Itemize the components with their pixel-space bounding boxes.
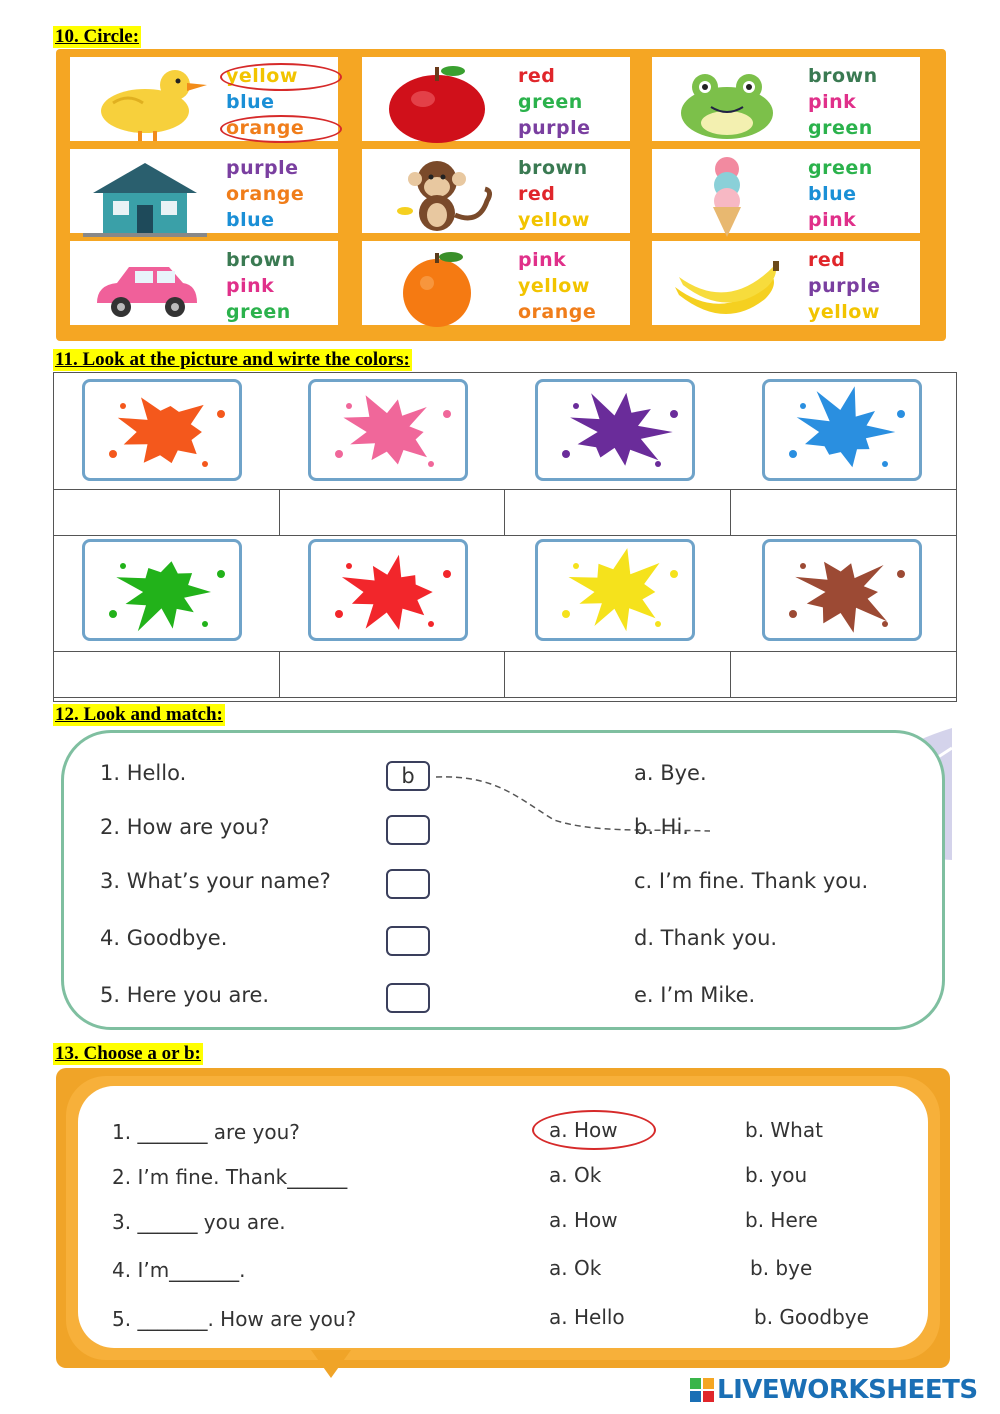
match-answer-box[interactable] — [386, 983, 430, 1013]
match-response: e. I’m Mike. — [634, 983, 756, 1007]
color-word-list — [226, 155, 304, 233]
paint-splat-picture — [535, 539, 695, 641]
color-word-option[interactable]: purple — [808, 275, 881, 297]
paint-splat-icon — [319, 384, 463, 480]
answer-input-cell[interactable] — [505, 489, 731, 535]
color-word-list — [518, 155, 590, 233]
option-b[interactable]: b. bye — [750, 1256, 813, 1280]
paint-splat-picture — [308, 379, 468, 481]
color-word-option[interactable]: green — [808, 117, 873, 139]
section-11-title: 11. Look at the picture and wirte the colors: — [55, 349, 410, 370]
option-a[interactable]: a. Ok — [549, 1163, 602, 1187]
paint-splat-icon — [546, 544, 690, 640]
color-word-option[interactable]: yellow — [226, 63, 304, 89]
color-word-option[interactable]: blue — [226, 91, 275, 113]
ice-cream-icon — [662, 155, 792, 239]
color-word-list — [808, 247, 881, 325]
paint-splat-picture — [535, 379, 695, 481]
color-word-option[interactable]: red — [808, 249, 846, 271]
section-10-title: 10. Circle: — [55, 26, 140, 47]
question-text: 2. I’m fine. Thank______ — [112, 1165, 348, 1189]
color-word-list — [518, 63, 591, 141]
option-b[interactable]: b. What — [745, 1118, 823, 1142]
color-word-option[interactable]: brown — [808, 65, 878, 87]
paint-splat-icon — [773, 544, 917, 640]
section-12-title: 12. Look and match: — [55, 704, 223, 725]
color-word-option[interactable]: brown — [518, 157, 588, 179]
answer-row — [54, 651, 956, 698]
apple-icon — [372, 63, 502, 147]
color-word-option[interactable]: yellow — [518, 209, 590, 231]
color-word-option[interactable]: pink — [808, 91, 857, 113]
answer-input-cell[interactable] — [731, 489, 956, 535]
color-word-option[interactable]: green — [226, 301, 291, 323]
house-icon — [80, 155, 210, 239]
match-prompt: 1. Hello. — [100, 761, 187, 785]
paint-splat-picture — [82, 379, 242, 481]
question-text: 3. ______ you are. — [112, 1210, 286, 1234]
option-b[interactable]: b. you — [745, 1163, 808, 1187]
color-word-list — [808, 155, 873, 233]
option-b[interactable]: b. Here — [745, 1208, 818, 1232]
frog-icon — [662, 63, 792, 147]
paint-splat-icon — [93, 384, 237, 480]
option-a[interactable]: a. Ok — [549, 1256, 602, 1280]
circle-cell — [70, 149, 338, 233]
color-word-option[interactable]: yellow — [518, 275, 590, 297]
color-word-option[interactable]: orange — [518, 301, 597, 323]
splat-row — [54, 535, 956, 652]
color-word-option[interactable]: pink — [808, 209, 857, 231]
color-word-list — [518, 247, 596, 325]
color-word-option[interactable]: orange — [226, 183, 305, 205]
answer-circle — [220, 63, 342, 91]
match-prompt: 3. What’s your name? — [100, 869, 331, 893]
color-word-option[interactable]: purple — [518, 117, 591, 139]
match-response: a. Bye. — [634, 761, 707, 785]
circle-cell — [652, 57, 920, 141]
banana-icon — [662, 247, 792, 331]
paint-splat-picture — [762, 539, 922, 641]
option-a[interactable]: a. Hello — [549, 1305, 625, 1329]
logo-text: LIVEWORKSHEETS — [717, 1375, 978, 1405]
color-word-option[interactable]: blue — [226, 209, 275, 231]
circle-cell — [362, 241, 630, 325]
color-word-option[interactable]: purple — [226, 157, 299, 179]
paint-splat-icon — [773, 384, 917, 480]
color-word-option[interactable]: pink — [226, 275, 275, 297]
match-response: d. Thank you. — [634, 926, 778, 950]
match-answer-box[interactable] — [386, 869, 430, 899]
color-splat-table — [53, 372, 957, 702]
color-word-option[interactable]: yellow — [808, 301, 880, 323]
question-text: 4. I’m_______. — [112, 1258, 246, 1282]
match-answer-box[interactable]: b — [386, 761, 430, 791]
color-word-option[interactable]: red — [518, 183, 556, 205]
color-word-option[interactable]: green — [518, 91, 583, 113]
answer-input-cell[interactable] — [505, 651, 731, 697]
paint-splat-icon — [319, 544, 463, 640]
option-b[interactable]: b. Goodbye — [754, 1305, 869, 1329]
circle-cell — [70, 241, 338, 325]
monkey-icon — [372, 155, 502, 239]
answer-circle — [532, 1110, 656, 1150]
paint-splat-picture — [82, 539, 242, 641]
option-a[interactable]: a. How — [549, 1118, 618, 1142]
logo-icon — [690, 1378, 714, 1402]
circle-cell — [362, 57, 630, 141]
color-word-option[interactable]: red — [518, 65, 556, 87]
answer-input-cell[interactable] — [731, 651, 956, 697]
match-answer-box[interactable] — [386, 815, 430, 845]
match-prompt: 5. Here you are. — [100, 983, 270, 1007]
circle-cell — [652, 241, 920, 325]
match-answer-box[interactable] — [386, 926, 430, 956]
color-word-option[interactable]: pink — [518, 249, 567, 271]
circle-cell — [70, 57, 338, 141]
paint-splat-picture — [308, 539, 468, 641]
answer-input-cell[interactable] — [280, 489, 506, 535]
color-word-option[interactable]: blue — [808, 183, 857, 205]
answer-input-cell[interactable] — [280, 651, 506, 697]
match-prompt: 4. Goodbye. — [100, 926, 228, 950]
option-a[interactable]: a. How — [549, 1208, 618, 1232]
answer-circle — [220, 115, 342, 143]
orange-icon — [372, 247, 502, 331]
color-word-list — [808, 63, 878, 141]
color-word-option[interactable]: green — [808, 157, 873, 179]
duck-icon — [80, 63, 210, 147]
paint-splat-icon — [546, 384, 690, 480]
paint-splat-picture — [762, 379, 922, 481]
color-word-option[interactable]: brown — [226, 249, 296, 271]
question-text: 5. _______. How are you? — [112, 1307, 357, 1331]
answer-input-cell[interactable] — [54, 489, 280, 535]
question-text: 1. _______ are you? — [112, 1120, 300, 1144]
circle-exercise-board — [56, 49, 946, 341]
answer-row — [54, 489, 956, 536]
match-response: c. I’m fine. Thank you. — [634, 869, 869, 893]
section-13-title: 13. Choose a or b: — [55, 1043, 201, 1064]
color-word-list — [226, 63, 304, 141]
splat-row — [54, 373, 956, 490]
color-word-list — [226, 247, 296, 325]
match-response: b. Hi. — [634, 815, 689, 839]
circle-cell — [652, 149, 920, 233]
color-word-option[interactable]: orange — [226, 115, 304, 141]
car-icon — [80, 247, 210, 331]
match-exercise-box — [61, 730, 945, 1030]
answer-input-cell[interactable] — [54, 651, 280, 697]
circle-cell — [362, 149, 630, 233]
liveworksheets-logo — [690, 1374, 978, 1406]
paint-splat-icon — [93, 544, 237, 640]
match-prompt: 2. How are you? — [100, 815, 270, 839]
